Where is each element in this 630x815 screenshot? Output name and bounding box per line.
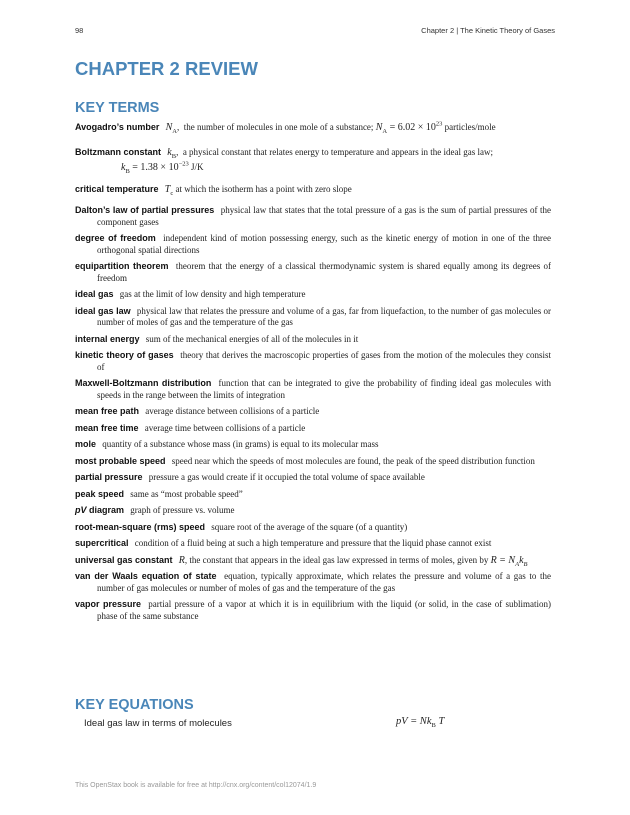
term-symbol: $N_A$ (165, 122, 177, 135)
term-mole (75, 439, 551, 451)
term-definition: theory that derives the macroscopic properties of gases from the motion of the molecules they consist of (97, 350, 551, 372)
key-terms-list (75, 122, 551, 622)
term-name: mean free time (75, 422, 139, 433)
term-ideal-gas-law (75, 306, 551, 329)
term-name: ideal gas (75, 289, 114, 299)
term-name: Maxwell-Boltzmann distribution (75, 378, 212, 388)
term-name: van der Waals equation of state (75, 571, 217, 581)
term-equation: $N_A = 6.02 \times 10^{23}$ (375, 120, 443, 135)
term-name: ideal gas law (75, 305, 131, 316)
term-maxwell-boltzmann (75, 378, 551, 401)
term-definition: graph of pressure vs. volume (130, 505, 235, 515)
term-ideal-gas (75, 289, 551, 301)
term-name: degree of freedom (75, 233, 156, 243)
term-definition: square root of the average of the square (of a quantity) (211, 521, 408, 532)
key-equations-heading: KEY EQUATIONS (75, 697, 194, 713)
term-name: universal gas constant (75, 554, 173, 565)
term-daltons-law (75, 205, 551, 228)
term-name: kinetic theory of gases (75, 350, 174, 360)
term-definition: condition of a fluid being at such a high temperature and pressure that the liquid phase cannot exist (134, 538, 492, 548)
term-rms-speed (75, 522, 551, 534)
term-symbol: R (178, 554, 185, 566)
term-name: internal energy (75, 333, 140, 344)
term-definition: , the constant that appears in the ideal gas law expressed in terms of moles, given by (184, 554, 489, 565)
term-name: peak speed (75, 488, 125, 499)
term-universal-gas-constant (75, 555, 551, 567)
term-name: mole (75, 439, 97, 449)
term-equation: $R = N_Ak_B$ (490, 554, 528, 568)
term-definition: function that can be integrated to give the probability of finding ideal gas molecules with speeds in the range between the limits of integration (97, 378, 551, 400)
term-unit: particles/mole (444, 122, 496, 132)
equation-label: Ideal gas law in terms of molecules (84, 718, 232, 729)
running-head: Chapter 2 | The Kinetic Theory of Gases (421, 26, 555, 35)
term-name: most probable speed (75, 455, 166, 466)
chapter-title: CHAPTER 2 REVIEW (75, 58, 258, 79)
term-symbol: $k_B$ (167, 146, 177, 160)
term-definition: quantity of a substance whose mass (in grams) is equal to its molecular mass (102, 439, 379, 449)
term-definition: physical law that states that the total pressure of a gas is the sum of partial pressures of the component gases (97, 205, 551, 227)
term-avogadro: Avogadro’s number $N_A$, the number of molecules in one mole of a substance; $N_A = 6.02 \times 10^{23}$ particles/mole (75, 120, 496, 135)
term-van-der-waals (75, 571, 551, 594)
equation-formula: pV = $Nk_B$ T (396, 716, 445, 730)
term-name: Avogadro’s number (75, 122, 160, 132)
term-equation: $k_B = 1.38 \times 10^{-23}$ J/K (121, 160, 204, 175)
term-definition: theorem that the energy of a classical thermodynamic system is shared equally among its degrees of freedom (97, 261, 551, 283)
term-supercritical (75, 538, 551, 550)
page-number: 98 (75, 26, 84, 35)
term-kinetic-theory (75, 350, 551, 373)
term-definition: independent kind of motion possessing energy, such as the kinetic energy of motion in one of the three orthogonal spatial directions (97, 233, 552, 255)
term-pv-diagram (75, 505, 551, 517)
term-vapor-pressure (75, 599, 551, 622)
term-internal-energy (75, 334, 551, 346)
term-name: Dalton’s law of partial pressures (75, 205, 215, 215)
term-definition: speed near which the speeds of most molecules are found, the peak of the speed distribution function (171, 455, 535, 466)
term-definition: sum of the mechanical energies of all of the molecules in it (145, 333, 359, 344)
key-terms-heading: KEY TERMS (75, 100, 160, 116)
term-definition: average distance between collisions of a particle (145, 406, 320, 416)
term-definition: same as “most probable speed” (130, 488, 243, 499)
term-partial-pressure (75, 472, 551, 484)
term-definition: the number of molecules in one mole of a substance; (183, 122, 374, 132)
term-name: mean free path (75, 406, 140, 416)
term-name: pV diagram (75, 505, 125, 515)
term-name: supercritical (75, 538, 129, 548)
term-name: partial pressure (75, 472, 143, 482)
term-symbol: $T_c$ (164, 183, 174, 197)
term-definition: partial pressure of a vapor at which it is in equilibrium with the liquid (or solid, in the case of sublimation) phase of the same substance (97, 599, 552, 621)
term-definition: a physical constant that relates energy to temperature and appears in the ideal gas law; (182, 146, 494, 157)
term-name: root-mean-square (rms) speed (75, 521, 206, 532)
term-definition: at which the isotherm has a point with zero slope (175, 183, 352, 194)
term-name: Boltzmann constant (75, 146, 162, 157)
term-definition: pressure a gas would create if it occupied the total volume of space available (148, 472, 425, 482)
term-name: vapor pressure (75, 599, 142, 609)
term-definition: equation, typically approximate, which relates the pressure and volume of a gas to the number of gas molecules or number of moles of gas and the temperature of the gas (97, 571, 552, 593)
term-definition: physical law that relates the pressure and volume of a gas, far from liquefaction, to the number of gas molecules or number of moles of gas and the temperature of the gas (97, 305, 552, 327)
term-critical-temperature (75, 184, 551, 196)
term-equipartition (75, 261, 551, 284)
term-definition: gas at the limit of low density and high temperature (119, 289, 306, 299)
term-degree-of-freedom (75, 233, 551, 256)
term-mean-free-time (75, 423, 551, 435)
term-name: equipartition theorem (75, 261, 169, 271)
footer-note: This OpenStax book is available for free at http://cnx.org/content/col12074/1.9 (75, 782, 317, 789)
term-definition: average time between collisions of a particle (144, 422, 306, 433)
term-mean-free-path (75, 406, 551, 418)
term-peak-speed (75, 489, 551, 501)
term-name: critical temperature (75, 183, 159, 194)
term-boltzmann: Boltzmann constant $k_B$, a physical constant that relates energy to temperature and appears in the ideal gas law; $k_B = 1.38 \times 10^{-23}$ J/K (75, 147, 551, 174)
term-most-probable-speed (75, 456, 551, 468)
